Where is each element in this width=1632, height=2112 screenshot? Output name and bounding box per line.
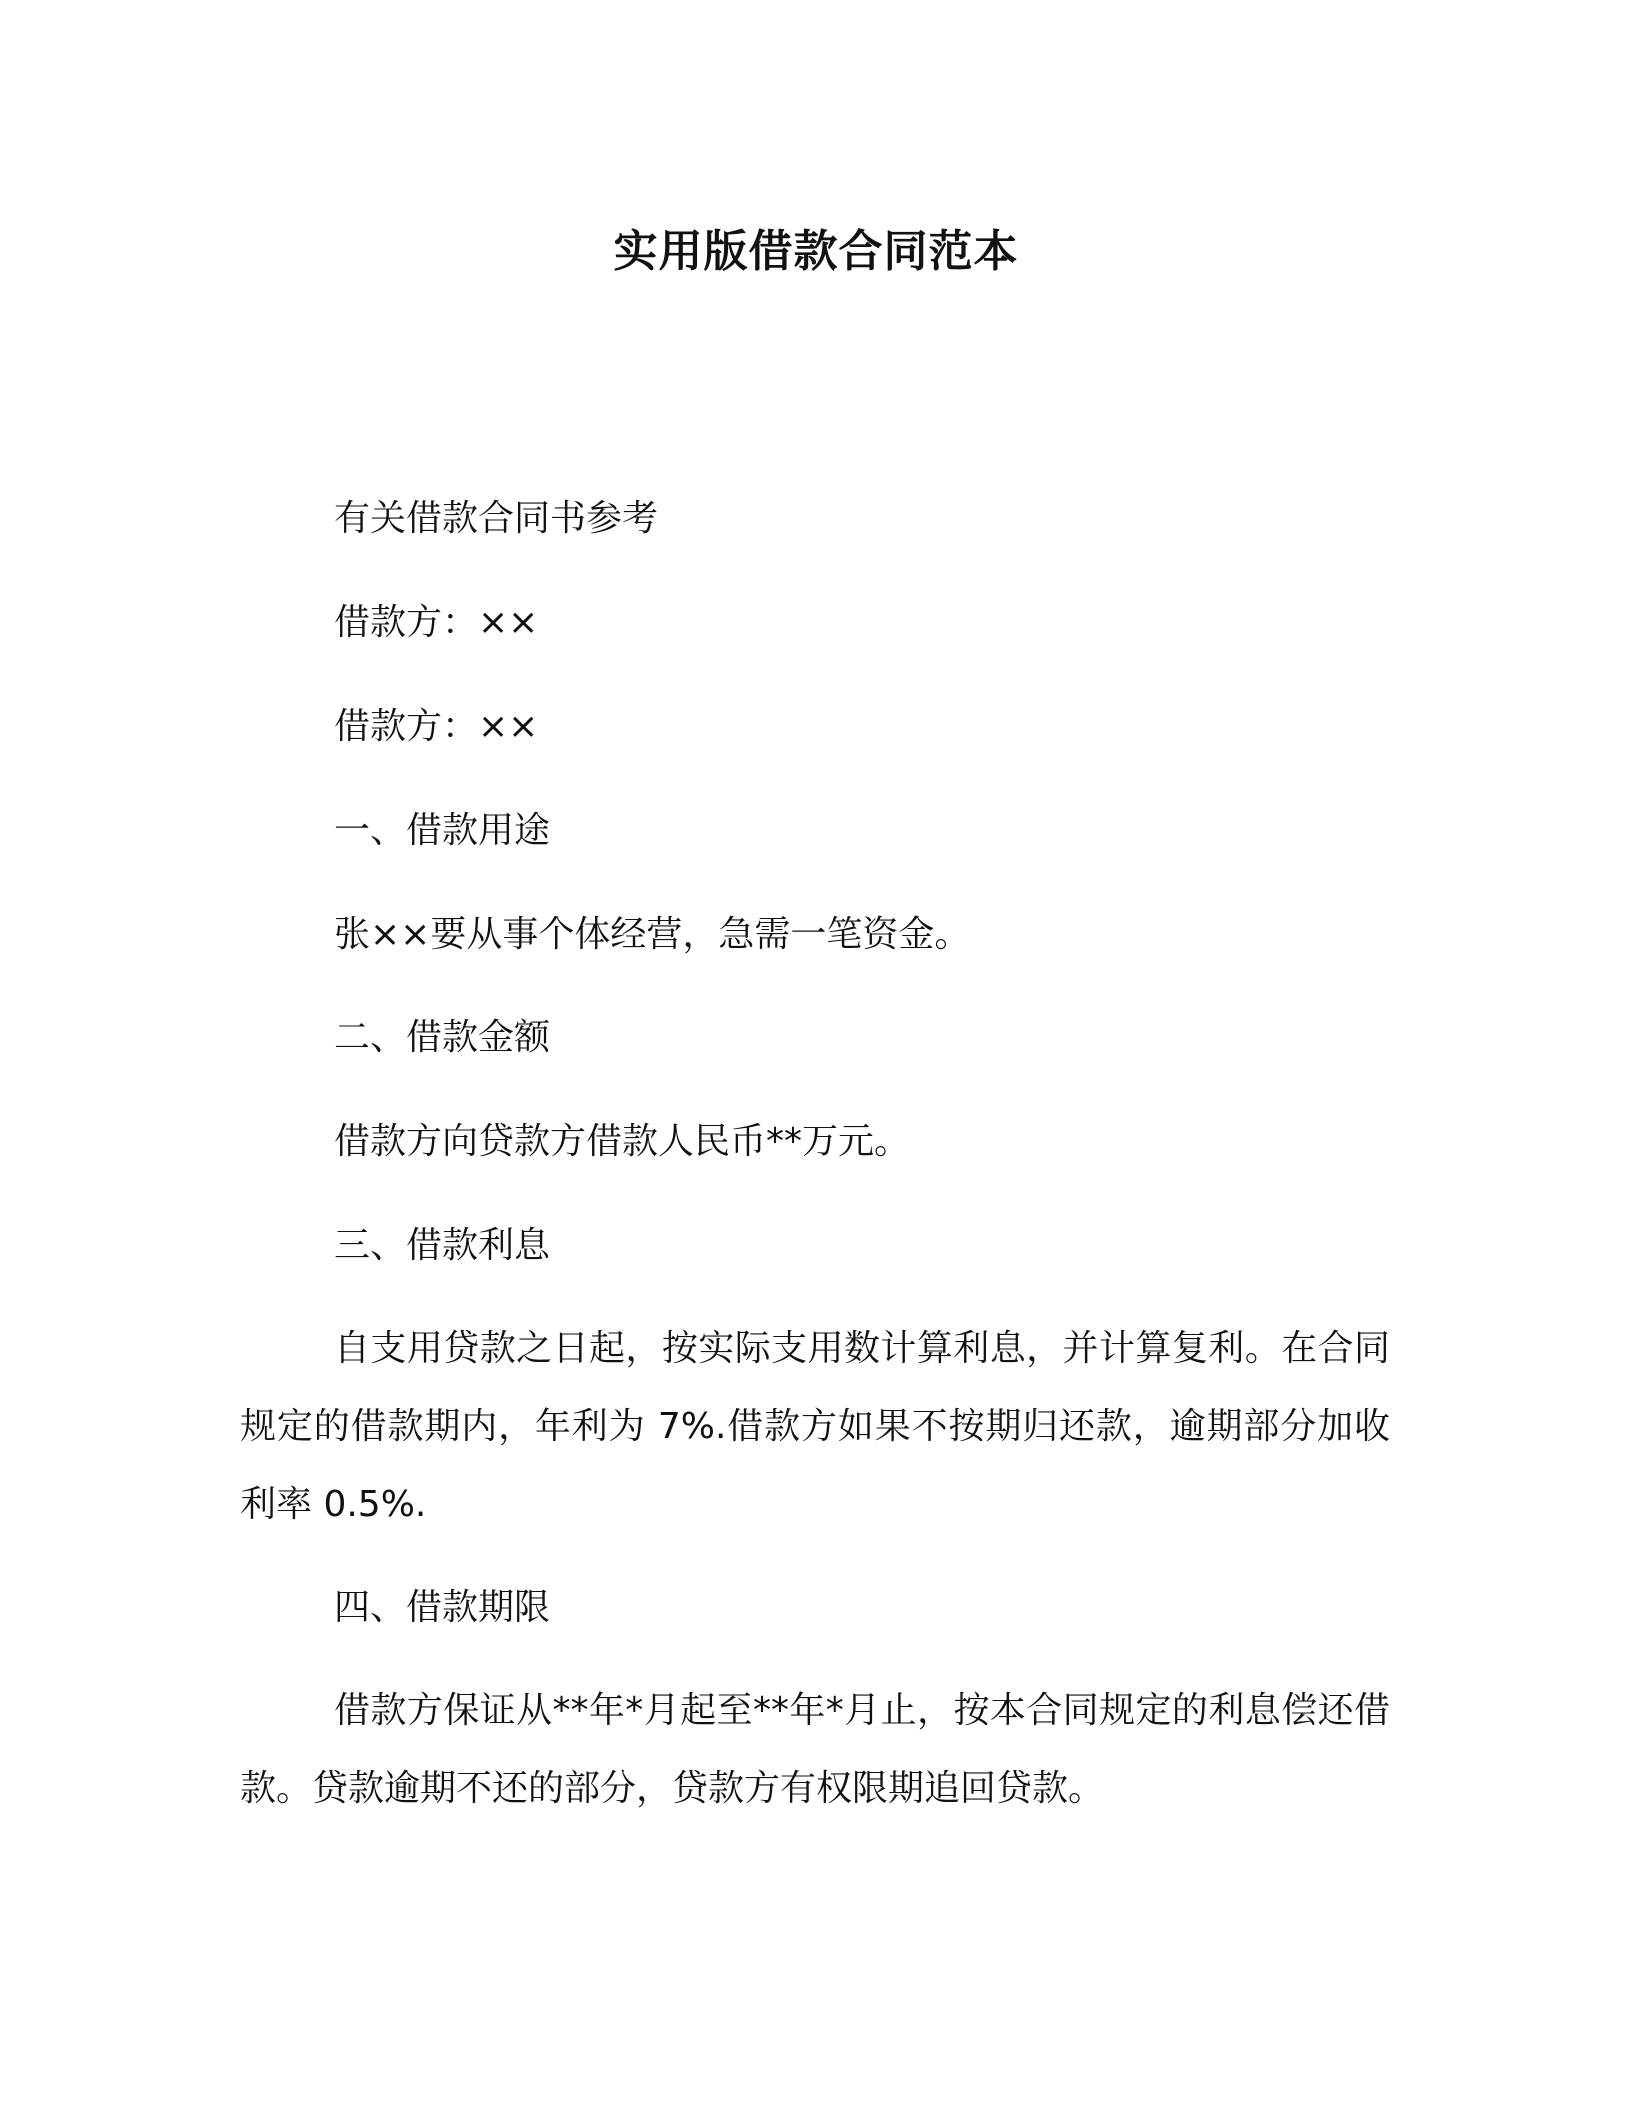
- section-heading-interest: 三、借款利息: [334, 1225, 551, 1266]
- document-title: 实用版借款合同范本: [613, 226, 1019, 277]
- section-heading-amount: 二、借款金额: [334, 1017, 551, 1058]
- intro-line: 有关借款合同书参考: [334, 498, 659, 539]
- section-body-interest: 自支用贷款之日起，按实际支用数计算利息，并计算复利。在合同规定的借款期内，年利为 7%.借款方如果不按期归还款，逾期部分加收利率 0.5%.: [240, 1328, 1390, 1525]
- section-heading-purpose: 一、借款用途: [334, 810, 551, 851]
- section-heading-term: 四、借款期限: [334, 1587, 551, 1628]
- section-body-purpose: 张××要从事个体经营，急需一笔资金。: [334, 914, 971, 955]
- section-body-term: 借款方保证从**年*月起至**年*月止，按本合同规定的利息偿还借款。贷款逾期不还的部分，贷款方有权限期追回贷款。: [240, 1690, 1390, 1809]
- section-body-amount: 借款方向贷款方借款人民币**万元。: [334, 1121, 911, 1162]
- borrower-line: 借款方：××: [334, 602, 539, 643]
- borrower-line-2: 借款方：××: [334, 706, 539, 747]
